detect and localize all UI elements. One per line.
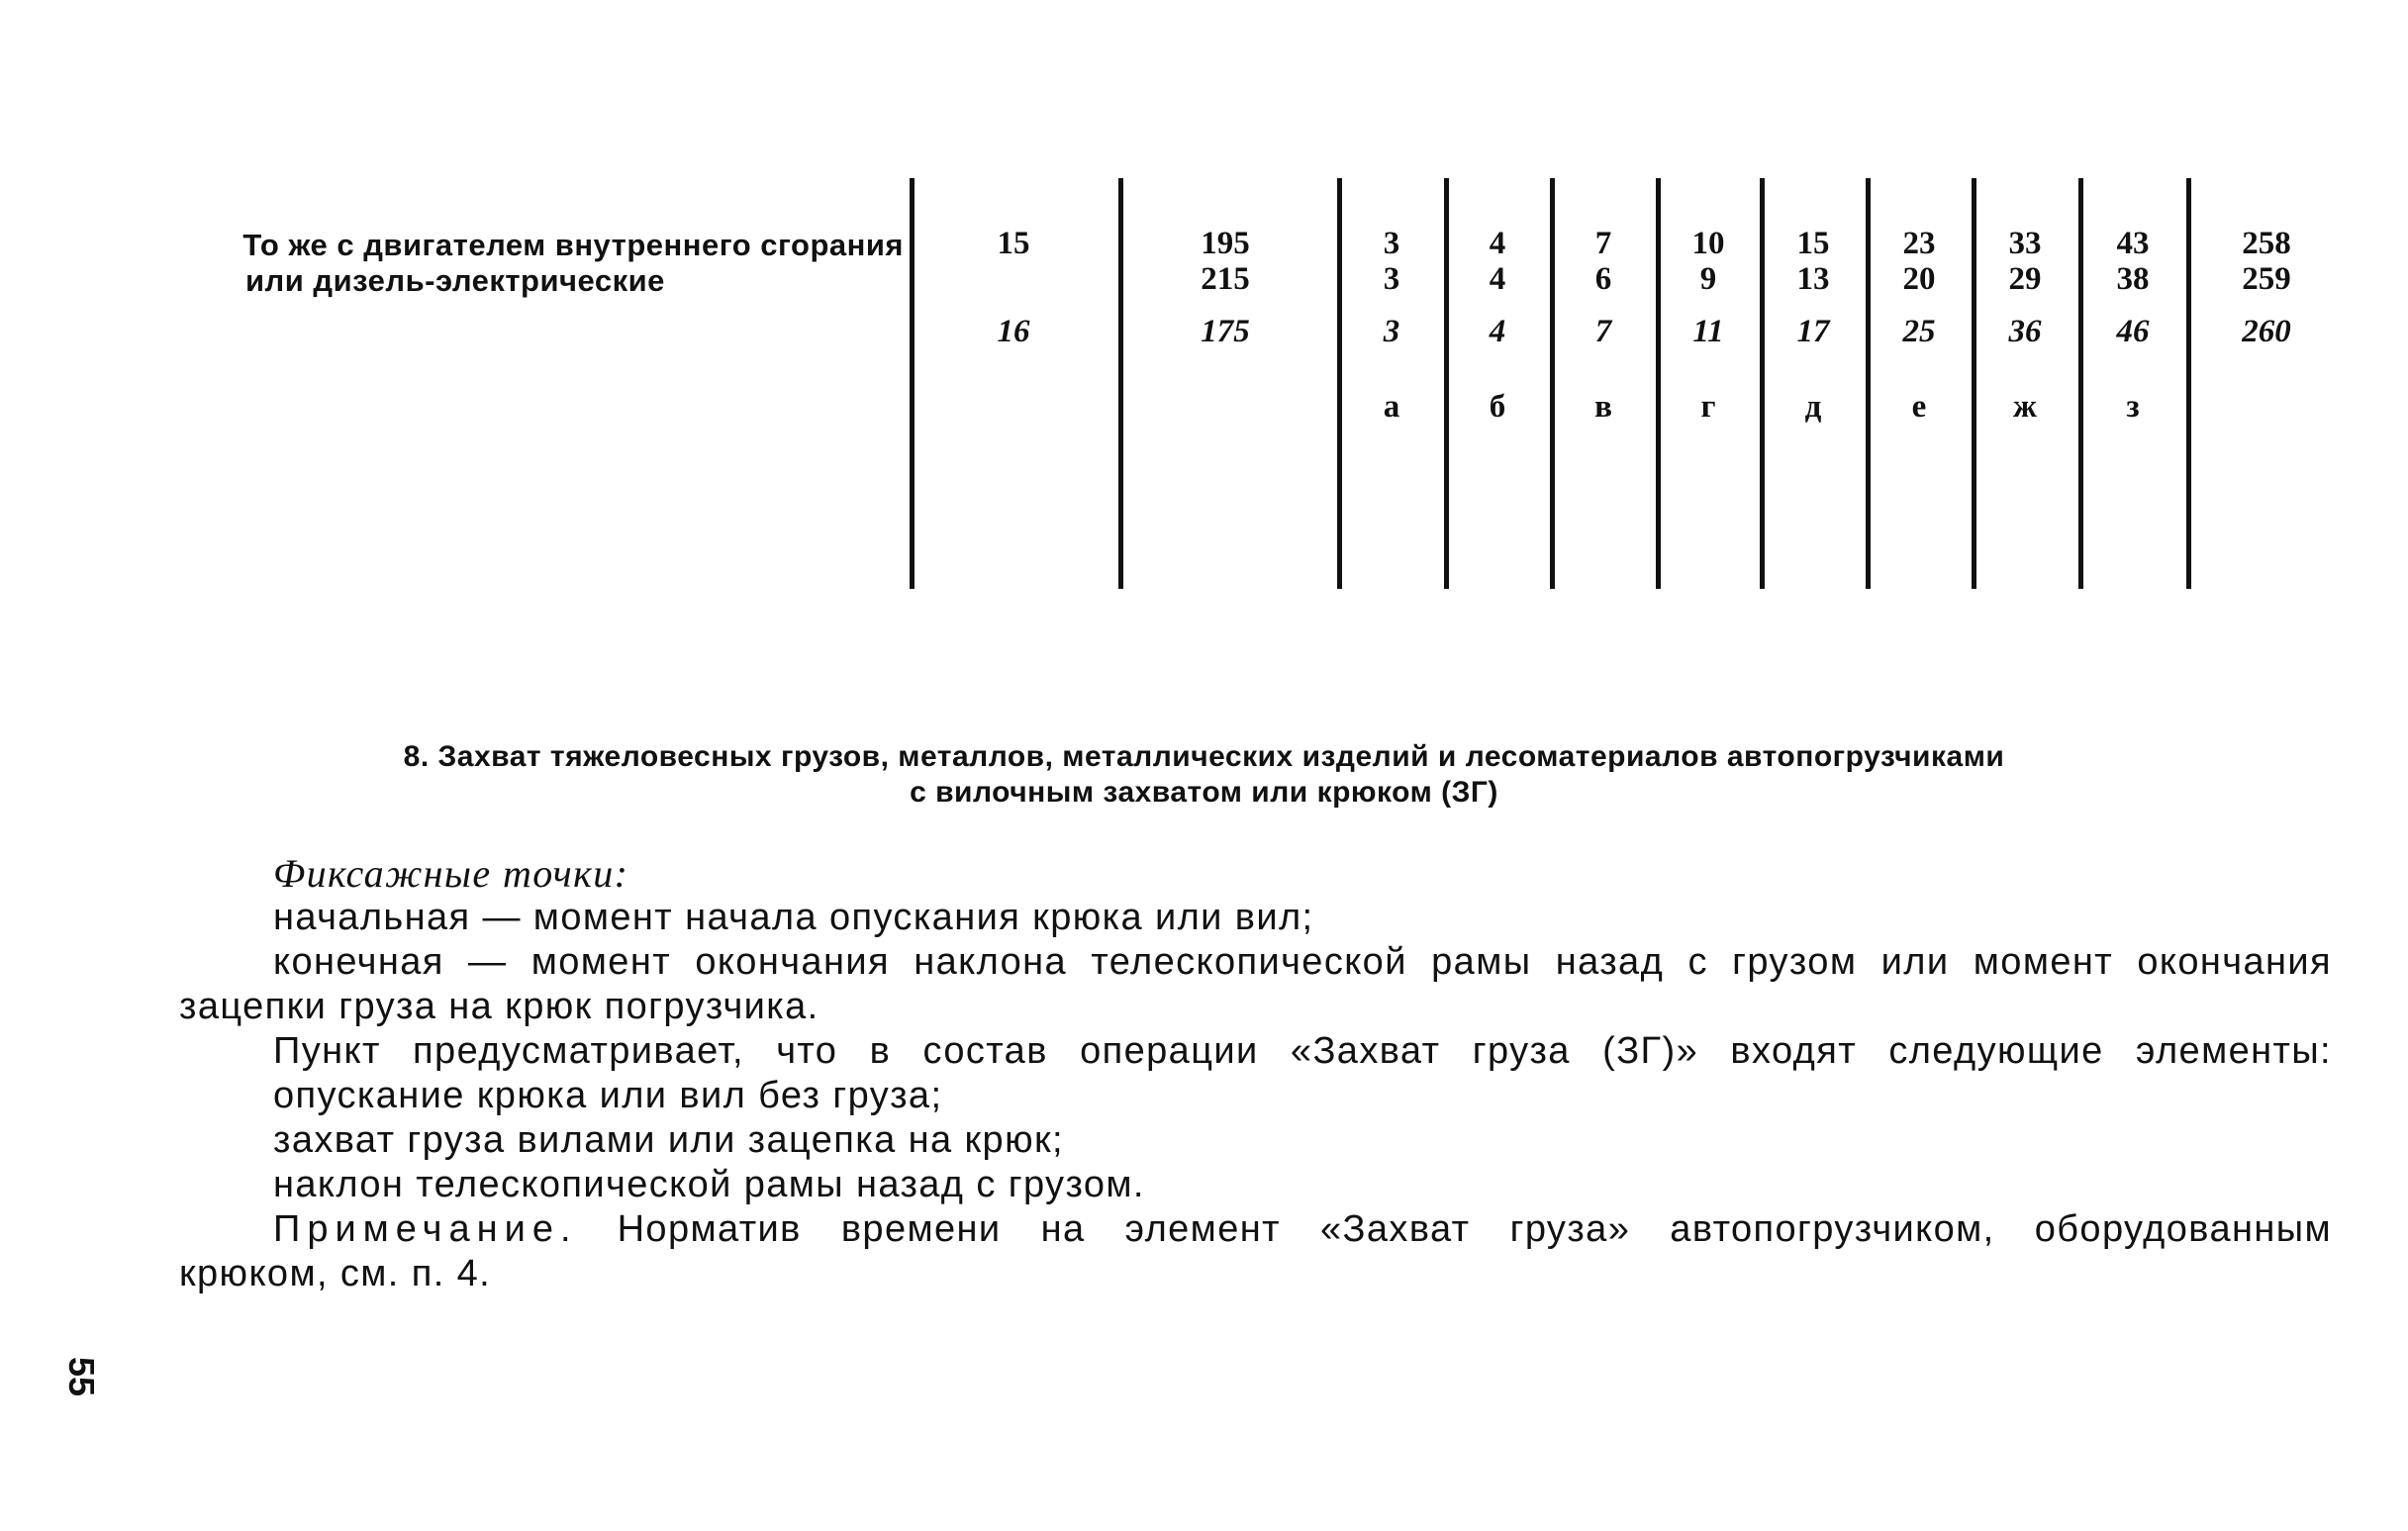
table-cell: 38 (2116, 261, 2150, 297)
table-cell: 36 (2008, 314, 2042, 349)
paragraph-line: Пункт предусматривает, что в состав операции «Захват груза (ЗГ)» входят следующие элементы: (273, 1030, 2332, 1072)
table-cell: 195 (1201, 226, 1250, 261)
table-cell: 29 (2008, 261, 2042, 297)
table-cell: 20 (1902, 261, 1936, 297)
row-label-line1: То же с двигателем внутреннего сгорания (242, 228, 904, 262)
column-letter: б (1489, 389, 1506, 425)
table-cell: 3 (1383, 226, 1400, 261)
column-letter: д (1804, 389, 1822, 425)
column-divider (1118, 178, 1123, 589)
table-cell: 15 (997, 226, 1030, 261)
table-cell: 3 (1383, 314, 1400, 349)
column-letter: в (1594, 389, 1612, 425)
paragraph-line: зацепки груза на крюк погрузчика. (179, 986, 819, 1027)
table-cell: 175 (1201, 314, 1250, 349)
table-cell: 7 (1594, 226, 1612, 261)
table-cell: 15 (1796, 226, 1830, 261)
row-label-line2: или дизель-электрические (245, 263, 665, 298)
column-letter: а (1383, 389, 1400, 425)
note-line (179, 1207, 2332, 1252)
table-cell: 259 (2242, 261, 2291, 297)
table-cell: 17 (1796, 314, 1830, 349)
table-cell: 33 (2008, 226, 2042, 261)
note-label: Примечание. (273, 1208, 578, 1250)
fix-points-title: Фиксажные точки: (273, 851, 629, 896)
note-text: Норматив времени на элемент «Захват груза» автопогрузчиком, оборудованным (577, 1208, 2332, 1250)
paragraph-line: захват груза вилами или зацепка на крюк; (273, 1119, 1064, 1161)
table-cell: 3 (1383, 261, 1400, 297)
table-cell: 9 (1699, 261, 1717, 297)
paragraph-line: конечная — момент окончания наклона телескопической рамы назад с грузом или момент окончания (273, 941, 2332, 983)
section-heading-line1: 8. Захват тяжеловесных грузов, металлов, металлических изделий и лесоматериалов автопогрузчиками (403, 740, 2005, 773)
body-text (179, 851, 2332, 1296)
paragraph-line: наклон телескопической рамы назад с грузом. (273, 1164, 1145, 1205)
table-cell: 13 (1796, 261, 1830, 297)
table-cell: 260 (2242, 314, 2291, 349)
table-cell: 43 (2116, 226, 2150, 261)
section-heading (0, 740, 2408, 810)
page-number: 55 (61, 1356, 103, 1397)
table-row-label (206, 228, 904, 263)
table-cell: 258 (2242, 226, 2291, 261)
paragraph-line: опускание крюка или вил без груза; (273, 1075, 943, 1116)
table-cell: 215 (1201, 261, 1250, 297)
table-cell: 25 (1902, 314, 1936, 349)
table-cell: 4 (1489, 261, 1506, 297)
table-cell: 16 (997, 314, 1030, 349)
column-letter: г (1700, 389, 1716, 425)
table-cell: 11 (1692, 314, 1724, 349)
column-letter: ж (2013, 389, 2037, 425)
table-cell: 6 (1594, 261, 1612, 297)
column-letter: з (2126, 389, 2140, 425)
section-heading-line2: с вилочным захватом или крюком (ЗГ) (910, 776, 1498, 809)
paragraph-line: начальная — момент начала опускания крюка или вил; (273, 897, 1314, 938)
table-cell: 10 (1691, 226, 1725, 261)
table-cell: 4 (1489, 226, 1506, 261)
paragraph-line: крюком, см. п. 4. (179, 1253, 492, 1294)
table-cell: 7 (1594, 314, 1612, 349)
table-cell: 46 (2116, 314, 2150, 349)
table-cell: 23 (1902, 226, 1936, 261)
table-cell: 4 (1489, 314, 1506, 349)
column-letter: е (1911, 389, 1927, 425)
column-divider (910, 178, 915, 589)
